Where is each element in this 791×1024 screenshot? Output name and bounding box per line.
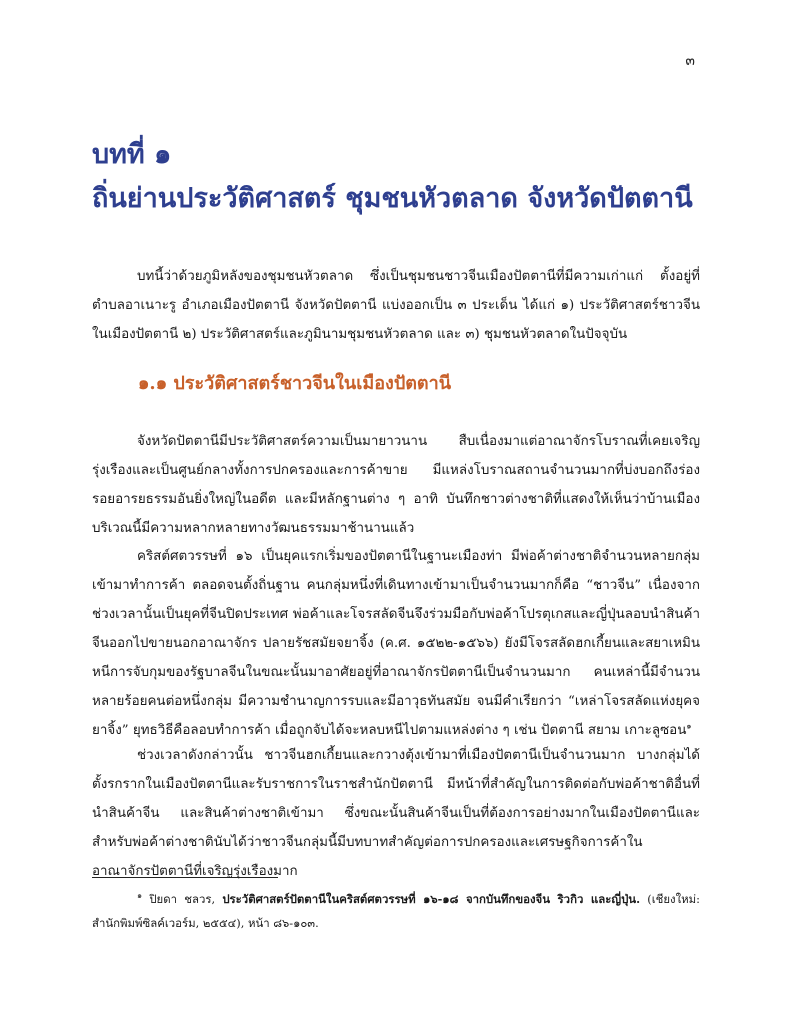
chapter-title: ถิ่นย่านประวัติศาสตร์ ชุมชนหัวตลาด จังหวัดปัตตานี — [92, 183, 693, 214]
chapter-label: บทที่ ๑ — [92, 139, 172, 170]
intro-paragraph: บทนี้ว่าด้วยภูมิหลังของชุมชนหัวตลาด ซึ่งเป็นชุมชนชาวจีนเมืองปัตตานีที่มีความเก่าแก่ ตั้งอยู่ที่ตำบลอาเนาะรู อำเภอเมืองปัตตานี จังหวัดปัตตานี แบ่งออกเป็น ๓ ประเด็น ได้แก่ ๑) ประวัติศาสตร์ชาวจีนในเมืองปัตตานี ๒) ประวัติศาสตร์และภูมินามชุมชนหัวตลาด และ ๓) ชุมชนหัวตลาดในปัจจุบัน — [92, 269, 700, 342]
body-paragraph: จังหวัดปัตตานีมีประวัติศาสตร์ความเป็นมายาวนาน สืบเนื่องมาแต่อาณาจักรโบราณที่เคยเจริญรุ่งเรืองและเป็นศูนย์กลางทั้งการปกครองและการค้าขาย มีแหล่งโบราณสถานจำนวนมากที่บ่งบอกถึงร่องรอยอารยธรรมอันยิ่งใหญ่ในอดีต และมีหลักฐานต่าง ๆ อาทิ บันทึกชาวต่างชาติที่แสดงให้เห็นว่าบ้านเมืองบริเวณนี้มีความหลากหลายทางวัฒนธรรมมาช้านานแล้ว — [92, 434, 700, 536]
paragraph-text: คริสต์ศตวรรษที่ ๑๖ เป็นยุคแรกเริ่มของปัตตานีในฐานะเมืองท่า มีพ่อค้าต่างชาติจำนวนหลายกลุ่มเข้ามาทำการค้า ตลอดจนตั้งถิ่นฐาน คนกลุ่มหนึ่งที่เดินทางเข้ามาเป็นจำนวนมากก็คือ “ชาวจีน” เนื่องจากช่วงเวลานั้นเป็นยุคที่จีนปิดประเทศ พ่อค้าและโจรสลัดจีนจึงร่วมมือกับพ่อค้าโปรตุเกสและญี่ปุ่นลอบนำสินค้าจีนออกไปขายนอกอาณาจักร ปลายรัชสมัยจยาจิ้ง (ค.ศ. ๑๕๒๒-๑๕๖๖) ยังมีโจรสลัดฮกเกี้ยนและสยาเหมินหนีการจับกุมของรัฐบาลจีนในขณะนั้นมาอาศัยอยู่ที่อาณาจักรปัตตานีเป็นจำนวนมาก คนเหล่านี้มีจำนวนหลายร้อยคนต่อหนึ่งกลุ่ม มีความชำนาญการรบและมีอาวุธทันสมัย จนมีคำเรียกว่า “เหล่าโจรสลัดแห่งยุคจยาจิ้ง” ยุทธวิธีคือลอบทำการค้า เมื่อถูกจับได้จะหลบหนีไปตามแหล่งต่าง ๆ เช่น ปัตตานี สยาม เกาะลูซอน — [92, 549, 700, 738]
chapter-heading — [92, 133, 712, 221]
footnote-publication: (เชียงใหม่: สำนักพิมพ์ซิลค์เวอร์ม, ๒๕๕๔), หน้า ๘๖-๑๐๓. — [92, 892, 701, 930]
body-paragraph-with-footnote — [92, 542, 700, 745]
footnote-reference: ๑ — [686, 721, 692, 731]
footnote-title: ประวัติศาสตร์ปัตตานีในคริสต์ศตวรรษที่ ๑๖-๑๘ จากบันทึกของจีน ริวกิว และญี่ปุ่น. — [222, 892, 641, 906]
footnote — [92, 887, 700, 935]
footnote-divider — [92, 877, 278, 878]
footnote-marker: ๑ — [137, 891, 143, 901]
section-heading: ๑.๑ ประวัติศาสตร์ชาวจีนในเมืองปัตตานี — [138, 373, 452, 394]
page-number: ๓ — [685, 53, 695, 69]
footnote-author: ปิยดา ชลวร, — [149, 892, 216, 906]
body-paragraph: ช่วงเวลาดังกล่าวนั้น ชาวจีนฮกเกี้ยนและกวางตุ้งเข้ามาที่เมืองปัตตานีเป็นจำนวนมาก บางกลุ่มได้ตั้งรกรากในเมืองปัตตานีและรับราชการในราชสำนักปัตตานี มีหน้าที่สำคัญในการติดต่อกับพ่อค้าชาติอื่นที่นำสินค้าจีน และสินค้าต่างชาติเข้ามา ซึ่งขณะนั้นสินค้าจีนเป็นที่ต้องการอย่างมากในเมืองปัตตานีและสำหรับพ่อค้าต่างชาตินับได้ว่าชาวจีนกลุ่มนี้มีบทบาทสำคัญต่อการปกครองและเศรษฐกิจการค้าในอาณาจักรปัตตานีที่เจริญรุ่งเรืองมาก — [92, 748, 700, 879]
